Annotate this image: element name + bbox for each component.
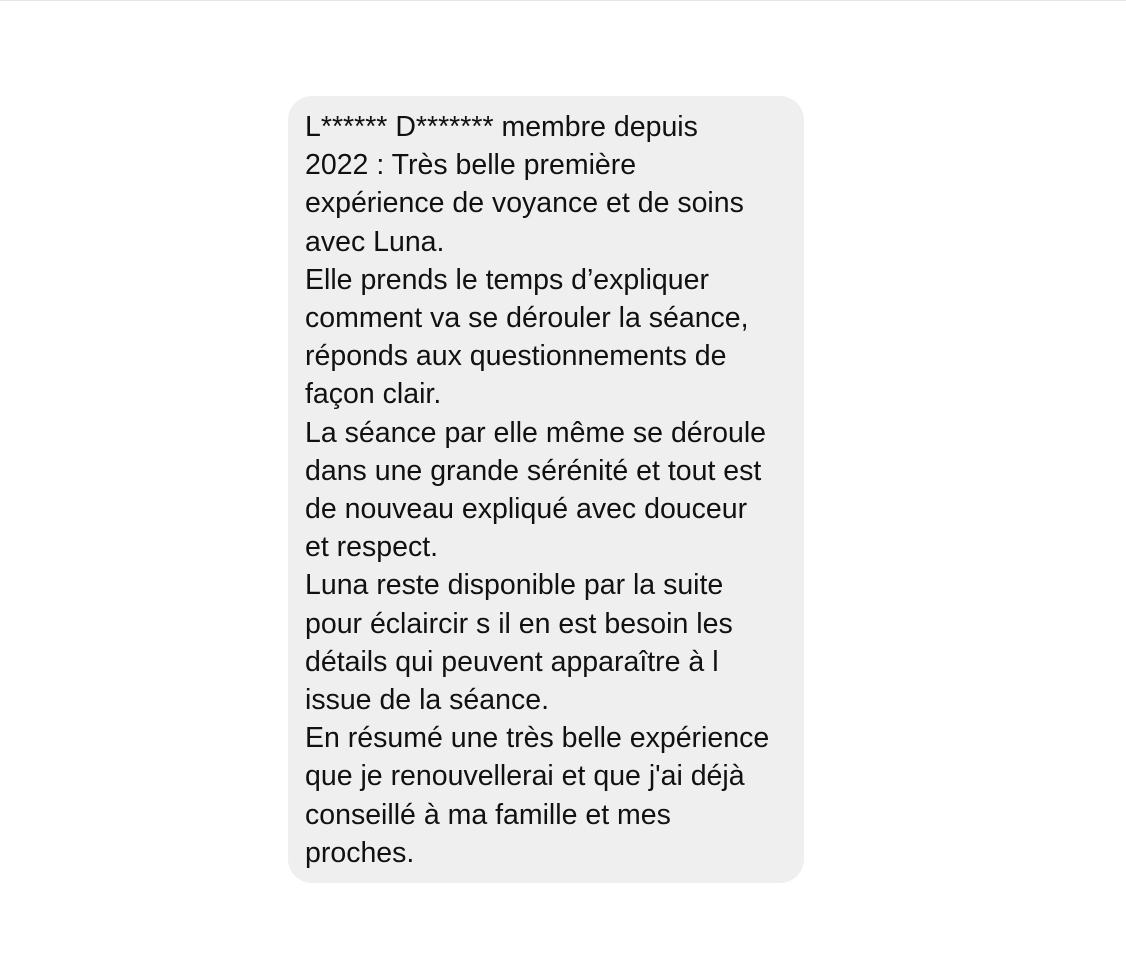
message-line: avec Luna. (305, 225, 445, 258)
message-line: façon clair. (305, 378, 442, 411)
message-line: que je renouvellerai et que j'ai déjà (305, 760, 745, 793)
message-line: issue de la séance. (305, 684, 549, 717)
message-line: expérience de voyance et de soins (305, 187, 744, 220)
message-line: et respect. (305, 531, 439, 564)
message-text (305, 108, 790, 872)
message-line: dans une grande sérénité et tout est (305, 454, 762, 487)
message-line: proches. (305, 836, 415, 869)
message-line: conseillé à ma famille et mes (305, 798, 671, 831)
message-line: Luna reste disponible par la suite (305, 569, 724, 602)
message-line: comment va se dérouler la séance, (305, 302, 749, 335)
message-line: détails qui peuvent apparaître à l (305, 645, 719, 678)
message-line: de nouveau expliqué avec douceur (305, 493, 748, 526)
message-line: La séance par elle même se déroule (305, 416, 767, 449)
message-line: Elle prends le temps d’expliquer (305, 263, 709, 296)
message-bubble[interactable] (288, 96, 804, 883)
message-line: 2022 : Très belle première (305, 149, 637, 182)
top-divider (0, 0, 1126, 1)
message-line: réponds aux questionnements de (305, 340, 727, 373)
message-line: L****** D******* membre depuis (305, 111, 698, 143)
message-line: pour éclaircir s il en est besoin les (305, 607, 733, 640)
message-line: En résumé une très belle expérience (305, 722, 770, 755)
